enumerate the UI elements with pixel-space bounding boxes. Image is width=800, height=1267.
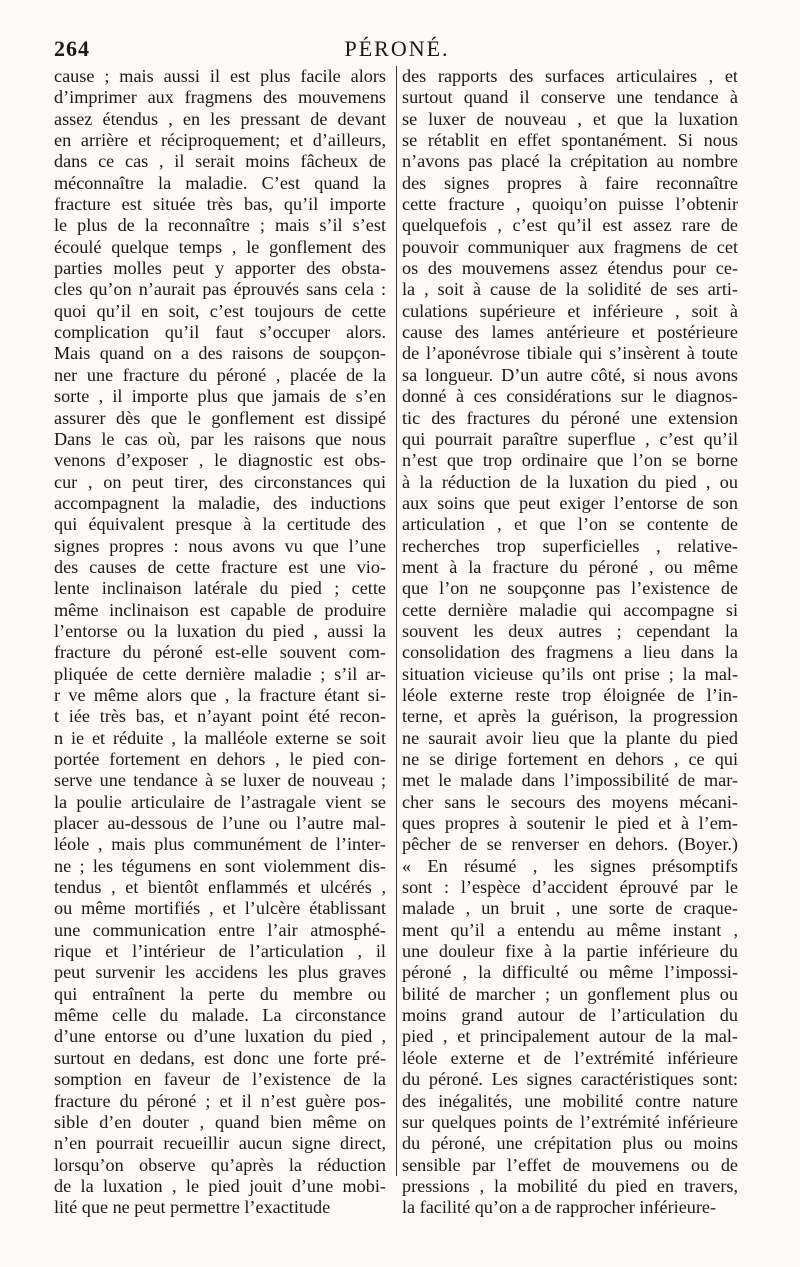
text-line: culations supérieure et inférieure , soit à [402, 300, 738, 321]
text-line: même celle du malade. La circonstance [54, 1005, 386, 1026]
text-line: r ve même alors que , la fracture étant si- [54, 684, 386, 705]
text-line: met le malade dans l’impossibilité de mar- [402, 770, 738, 791]
text-line: sur quelques points de l’extrémité inférieure [402, 1111, 738, 1132]
text-line: ne se dirige fortement en dehors , ce qui [402, 749, 738, 769]
running-title: PÉRONÉ. [344, 36, 450, 61]
text-line: du péroné. Les signes caractéristiques sont: [402, 1069, 738, 1090]
text-line: des signes propres à faire reconnaître [402, 172, 738, 193]
text-line: t iée très bas, et n’ayant point été recon- [54, 706, 386, 727]
text-line: écoulé quelque temps , le gonflement des [54, 236, 386, 257]
text-line: cles qu’on n’aurait pas éprouvés sans cela : [54, 279, 386, 300]
text-line: assurer dès que le gonflement est dissipé [54, 407, 386, 428]
text-line: ment à la fracture du péroné , ou même [402, 556, 738, 577]
text-line: lorsqu’on observe qu’après la réduction [54, 1154, 386, 1175]
left-text-column [54, 66, 386, 1219]
text-line: surtout quand il conserve une tendance à [402, 87, 738, 108]
text-line: se luxer de nouveau , et que la luxation [402, 108, 738, 129]
text-line: ques propres à soutenir le pied et à l’em- [402, 813, 738, 834]
text-line: terne, et après la guérison, la progression [402, 706, 738, 727]
text-line: qui entraînent la perte du membre ou [54, 983, 386, 1004]
text-line: tendus , et bientôt enflammés et ulcérés , [54, 877, 386, 898]
text-line: la poulie articulaire de l’astragale vient se [54, 791, 386, 812]
text-line: tic des fractures du péroné une extension [402, 407, 738, 428]
text-line: pressions , la mobilité du pied en travers, [402, 1175, 738, 1196]
text-line: se rétablit en effet spontanément. Si nous [402, 130, 738, 151]
text-line: lente inclinaison latérale du pied ; cette [54, 578, 386, 599]
text-line: os des mouvemens assez étendus pour ce- [402, 258, 738, 279]
text-line: que l’on ne soupçonne pas l’existence de [402, 578, 738, 599]
text-line: fracture du péroné est-elle souvent com- [54, 642, 386, 663]
text-line: léole externe et de l’extrémité inférieure [402, 1047, 738, 1068]
text-line: fracture du péroné ; et il n’est guère pos- [54, 1090, 386, 1111]
text-line: méconnaître la maladie. C’est quand la [54, 172, 386, 193]
text-line: la facilité qu’on a de rapprocher inférieure- [402, 1197, 717, 1218]
text-line: une douleur fixe à la partie inférieure du [402, 941, 738, 962]
text-line: quoi qu’il en soit, c’est toujours de cette [54, 300, 386, 321]
text-line: recherches trop superficielles , relative- [402, 535, 738, 556]
text-line: pouvoir communiquer aux fragmens de cet [402, 236, 738, 257]
text-line: de l’aponévrose tibiale qui s’insèrent à toute [402, 343, 738, 364]
text-line: moins grand autour de l’articulation du [402, 1005, 738, 1026]
text-line: le plus de la reconnaître ; mais s’il s’est [54, 215, 386, 236]
text-line: cause des lames antérieure et postérieure [402, 322, 738, 343]
text-line: surtout en dedans, est donc une forte pré- [54, 1047, 386, 1068]
text-line: léole , mais plus communément de l’inter- [54, 834, 386, 855]
text-line: souvent les deux autres ; cependant la [402, 620, 738, 641]
text-line: quelquefois , c’est qu’il est assez rare de [402, 215, 738, 236]
text-line: pêcher de se renverser en dehors. (Boyer.) [402, 834, 738, 855]
text-line: ner une fracture du péroné , placée de la [54, 364, 386, 385]
text-line: assez étendus , en les pressant de devant [54, 108, 386, 129]
text-line: bilité de marcher ; un gonflement plus ou [402, 983, 738, 1004]
text-line: qui équivalent presque à la certitude des [54, 514, 386, 535]
text-line: cette fracture , quoiqu’on puisse l’obtenir [402, 194, 738, 215]
text-line: n’en pourrait recueillir aucun signe direct, [54, 1133, 386, 1154]
text-line: n’est que trop ordinaire que l’on se borne [402, 450, 738, 471]
text-line: accompagnent la maladie, des inductions [54, 492, 386, 513]
page-header [54, 36, 740, 66]
text-line: pied , et principalement autour de la mal- [402, 1026, 738, 1047]
text-line: des inégalités, une mobilité contre nature [402, 1090, 738, 1111]
text-line: n’avons pas placé la crépitation au nombre [402, 151, 738, 172]
text-line: Mais quand on a des raisons de soupçon- [54, 343, 386, 364]
text-line: de la luxation , le pied jouit d’une mobi- [54, 1175, 386, 1196]
text-line: d’une entorse ou d’une luxation du pied , [54, 1026, 386, 1047]
text-line: cher sans le secours des moyens mécani- [402, 791, 738, 812]
text-line: cette dernière maladie qui accompagne si [402, 599, 738, 620]
text-line: l’entorse ou la luxation du pied , aussi la [54, 620, 386, 641]
text-line: ne ; les tégumens en sont violemment dis- [54, 855, 386, 876]
text-line: d’imprimer aux fragmens des mouvemens [54, 87, 386, 108]
page-number: 264 [54, 36, 90, 61]
text-line: consolidation des fragmens a lieu dans la [402, 642, 738, 663]
text-line: sensible par l’effet de mouvemens ou de [402, 1154, 738, 1175]
text-line: fracture est située très bas, qu’il importe [54, 194, 386, 215]
text-line: parties molles peut y apporter des obsta- [54, 258, 386, 279]
text-line: portée fortement en dehors , le pied con- [54, 749, 386, 769]
text-line: situation vicieuse qu’ils ont prise ; la mal- [402, 663, 738, 684]
text-line: donné à ces considérations sur le diagnos- [402, 386, 738, 407]
text-line: une communication entre l’air atmosphé- [54, 919, 386, 940]
text-line: signes propres : nous avons vu que l’une [54, 535, 386, 556]
text-line: sa longueur. D’un autre côté, si nous avons [402, 364, 738, 385]
text-line: en arrière et réciproquement; et d’ailleurs, [54, 130, 386, 151]
column-divider [396, 66, 397, 1176]
text-line: dans ce cas , il serait moins fâcheux de [54, 151, 386, 172]
text-line: même inclinaison est capable de produire [54, 599, 386, 620]
text-line: cause ; mais aussi il est plus facile alors [54, 66, 386, 86]
text-line: léole externe reste trop éloignée de l’in- [402, 684, 738, 705]
text-line: du péroné, une crépitation plus ou moins [402, 1133, 738, 1154]
text-line: ou même mortifiés , et l’ulcère établissant [54, 898, 386, 919]
text-line: Dans le cas où, par les raisons que nous [54, 428, 386, 449]
text-line: sorte , il importe plus que jamais de s’en [54, 386, 386, 407]
text-line: somption en faveur de l’existence de la [54, 1069, 386, 1090]
text-line: « En résumé , les signes présomptifs [402, 855, 738, 876]
text-line: lité que ne peut permettre l’exactitude [54, 1197, 331, 1218]
text-line: malade , un bruit , une sorte de craque- [402, 898, 738, 919]
text-line: serve une tendance à se luxer de nouveau ; [54, 770, 386, 791]
text-line: sible d’en douter , quand bien même on [54, 1111, 386, 1132]
text-line: qui pourrait paraître superflue , c’est qu’il [402, 428, 738, 449]
text-line: ne saurait avoir lieu que la plante du pied [402, 727, 738, 748]
text-line: peut survenir les accidens les plus graves [54, 962, 386, 983]
text-line: cur , on peut tirer, des circonstances qui [54, 471, 386, 492]
text-line: ment qu’il a entendu au même instant , [402, 919, 738, 940]
text-line: n ie et réduite , la malléole externe se soit [54, 727, 386, 748]
text-line: des rapports des surfaces articulaires , et [402, 66, 738, 86]
text-line: aux soins que peut exiger l’entorse de son [402, 492, 738, 513]
text-line: articulation , et que l’on se contente de [402, 514, 738, 535]
text-line: péroné , la difficulté ou même l’impossi- [402, 962, 738, 983]
text-line: des causes de cette fracture est une vio- [54, 556, 386, 577]
text-line: placer au-dessous de l’une ou l’autre mal- [54, 813, 386, 834]
text-line: pliquée de cette dernière maladie ; s’il ar- [54, 663, 386, 684]
text-line: sont : l’espèce d’accident éprouvé par le [402, 877, 738, 898]
right-text-column [402, 66, 738, 1219]
text-line: complication qu’il faut s’occuper alors. [54, 322, 386, 343]
text-line: à la réduction de la luxation du pied , ou [402, 471, 738, 492]
text-line: la , soit à cause de la solidité de ses arti- [402, 279, 738, 300]
text-line: rique et l’intérieur de l’articulation , il [54, 941, 386, 962]
text-line: venons d’exposer , le diagnostic est obs- [54, 450, 386, 471]
